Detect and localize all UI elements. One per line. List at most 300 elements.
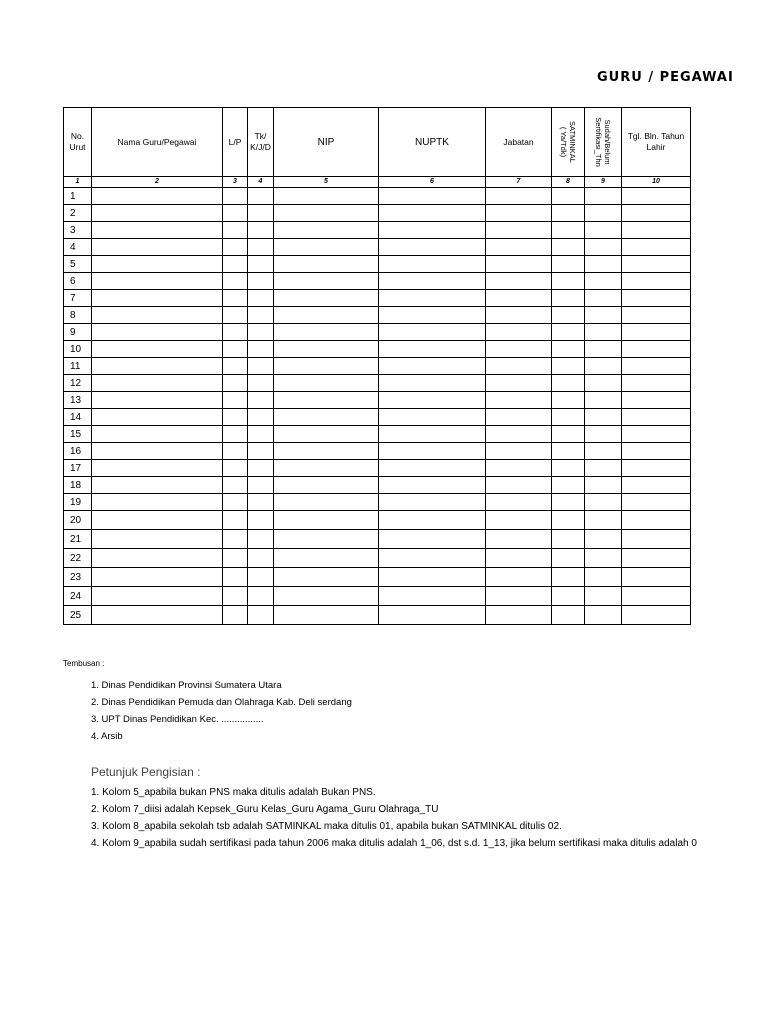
table-cell — [379, 307, 486, 324]
table-cell — [486, 549, 552, 568]
table-row — [64, 511, 691, 530]
table-cell — [585, 587, 622, 606]
table-cell — [622, 549, 691, 568]
table-cell — [92, 530, 223, 549]
table-cell — [248, 494, 274, 511]
table-cell — [92, 568, 223, 587]
table-row — [64, 549, 691, 568]
table-cell — [552, 409, 585, 426]
header-nama: Nama Guru/Pegawai — [92, 108, 223, 177]
row-number-cell: 25 — [64, 606, 92, 625]
table-cell — [622, 307, 691, 324]
table-cell — [92, 358, 223, 375]
table-cell — [92, 324, 223, 341]
table-cell — [274, 530, 379, 549]
petunjuk-title: Petunjuk Pengisian : — [91, 765, 201, 779]
table-cell — [92, 256, 223, 273]
table-cell — [552, 341, 585, 358]
table-cell — [585, 341, 622, 358]
table-row — [64, 443, 691, 460]
row-number-cell: 19 — [64, 494, 92, 511]
row-number-cell: 18 — [64, 477, 92, 494]
table-cell — [92, 375, 223, 392]
row-number-cell: 1 — [64, 188, 92, 205]
table-cell — [92, 239, 223, 256]
table-cell — [248, 549, 274, 568]
column-number-cell: 9 — [585, 177, 622, 188]
table-cell — [622, 290, 691, 307]
table-cell — [274, 188, 379, 205]
table-row — [64, 409, 691, 426]
table-cell — [622, 587, 691, 606]
table-cell — [379, 549, 486, 568]
row-number-cell: 23 — [64, 568, 92, 587]
table-cell — [486, 443, 552, 460]
column-number-cell: 7 — [486, 177, 552, 188]
table-cell — [585, 273, 622, 290]
table-cell — [223, 443, 248, 460]
table-cell — [274, 392, 379, 409]
row-number-cell: 4 — [64, 239, 92, 256]
table-cell — [552, 358, 585, 375]
table-cell — [223, 324, 248, 341]
table-cell — [486, 239, 552, 256]
row-number-cell: 15 — [64, 426, 92, 443]
table-row — [64, 188, 691, 205]
table-cell — [379, 222, 486, 239]
column-number-cell: 10 — [622, 177, 691, 188]
table-cell — [622, 530, 691, 549]
table-cell — [248, 324, 274, 341]
header-sertifikasi — [585, 108, 622, 177]
table-cell — [622, 392, 691, 409]
table-cell — [92, 460, 223, 477]
table-cell — [585, 358, 622, 375]
table-cell — [486, 460, 552, 477]
table-cell — [486, 358, 552, 375]
table-cell — [274, 409, 379, 426]
table-cell — [92, 477, 223, 494]
table-cell — [248, 409, 274, 426]
table-cell — [622, 341, 691, 358]
table-row — [64, 239, 691, 256]
table-row — [64, 568, 691, 587]
table-cell — [379, 409, 486, 426]
table-cell — [585, 324, 622, 341]
row-number-cell: 5 — [64, 256, 92, 273]
table-cell — [379, 290, 486, 307]
row-number-cell: 8 — [64, 307, 92, 324]
table-cell — [622, 188, 691, 205]
table-cell — [585, 494, 622, 511]
petunjuk-item: 2. Kolom 7_diisi adalah Kepsek_Guru Kelas_Guru Agama_Guru Olahraga_TU — [91, 804, 439, 815]
table-cell — [379, 324, 486, 341]
petunjuk-list — [91, 786, 697, 854]
table-cell — [248, 587, 274, 606]
petunjuk-item: 4. Kolom 9_apabila sudah sertifikasi pada tahun 2006 maka ditulis adalah 1_06, dst s.d. 1_13, jika belum sertifikasi maka ditulis adalah 0 — [91, 838, 697, 849]
table-cell — [486, 530, 552, 549]
header-satminkal — [552, 108, 585, 177]
table-cell — [622, 460, 691, 477]
table-cell — [248, 341, 274, 358]
table-cell — [248, 358, 274, 375]
table-cell — [248, 511, 274, 530]
tembusan-item: 3. UPT Dinas Pendidikan Kec. ................ — [91, 714, 264, 725]
table-cell — [552, 494, 585, 511]
table-cell — [585, 307, 622, 324]
table-cell — [379, 530, 486, 549]
table-row — [64, 273, 691, 290]
table-cell — [274, 460, 379, 477]
table-cell — [552, 549, 585, 568]
table-cell — [379, 188, 486, 205]
table-row — [64, 290, 691, 307]
teacher-table — [63, 107, 691, 625]
table-cell — [486, 290, 552, 307]
table-cell — [274, 358, 379, 375]
table-row — [64, 477, 691, 494]
tembusan-item: 4. Arsib — [91, 731, 123, 742]
table-cell — [585, 568, 622, 587]
header-sertifikasi-label: Sudah/Belum Sertifikasi_Thn — [594, 117, 613, 167]
row-number-cell: 7 — [64, 290, 92, 307]
header-tgl-lahir: Tgl. Bln. Tahun Lahir — [622, 108, 691, 177]
table-cell — [379, 375, 486, 392]
row-number-cell: 22 — [64, 549, 92, 568]
table-body — [64, 188, 691, 625]
table-cell — [223, 256, 248, 273]
page-title: GURU / PEGAWAI — [597, 70, 734, 85]
table-cell — [92, 222, 223, 239]
row-number-cell: 14 — [64, 409, 92, 426]
tembusan-label: Tembusan : — [63, 659, 105, 668]
table-cell — [92, 426, 223, 443]
table-cell — [379, 494, 486, 511]
table-cell — [585, 375, 622, 392]
table-row — [64, 324, 691, 341]
table-row — [64, 587, 691, 606]
table-cell — [379, 341, 486, 358]
table-cell — [552, 587, 585, 606]
table-cell — [552, 239, 585, 256]
table-cell — [274, 606, 379, 625]
table-cell — [223, 392, 248, 409]
table-cell — [223, 358, 248, 375]
table-cell — [223, 222, 248, 239]
table-cell — [274, 587, 379, 606]
table-cell — [92, 494, 223, 511]
table-cell — [552, 511, 585, 530]
row-number-cell: 10 — [64, 341, 92, 358]
table-cell — [92, 511, 223, 530]
table-cell — [622, 443, 691, 460]
row-number-cell: 9 — [64, 324, 92, 341]
table-cell — [622, 375, 691, 392]
column-number-row — [64, 177, 691, 188]
table-cell — [622, 409, 691, 426]
table-cell — [585, 477, 622, 494]
table-cell — [379, 426, 486, 443]
table-cell — [622, 256, 691, 273]
table-cell — [379, 460, 486, 477]
table-cell — [274, 426, 379, 443]
row-number-cell: 12 — [64, 375, 92, 392]
table-cell — [552, 568, 585, 587]
table-cell — [274, 443, 379, 460]
table-cell — [248, 426, 274, 443]
table-cell — [274, 568, 379, 587]
table-cell — [486, 375, 552, 392]
table-cell — [379, 392, 486, 409]
table-row — [64, 341, 691, 358]
table-cell — [274, 341, 379, 358]
column-number-cell: 3 — [223, 177, 248, 188]
table-cell — [92, 409, 223, 426]
table-cell — [223, 239, 248, 256]
table-cell — [248, 188, 274, 205]
table-cell — [552, 375, 585, 392]
table-cell — [92, 549, 223, 568]
row-number-cell: 3 — [64, 222, 92, 239]
table-cell — [552, 530, 585, 549]
table-cell — [585, 256, 622, 273]
table-cell — [552, 606, 585, 625]
table-cell — [585, 606, 622, 625]
table-cell — [585, 222, 622, 239]
table-cell — [622, 222, 691, 239]
row-number-cell: 13 — [64, 392, 92, 409]
table-cell — [486, 477, 552, 494]
table-cell — [622, 494, 691, 511]
table-cell — [486, 392, 552, 409]
table-cell — [223, 511, 248, 530]
table-cell — [274, 494, 379, 511]
table-cell — [622, 358, 691, 375]
table-cell — [223, 375, 248, 392]
table-cell — [486, 494, 552, 511]
table-cell — [486, 307, 552, 324]
table-cell — [379, 587, 486, 606]
table-cell — [486, 606, 552, 625]
table-cell — [92, 188, 223, 205]
table-cell — [552, 477, 585, 494]
table-cell — [585, 443, 622, 460]
table-cell — [223, 409, 248, 426]
table-cell — [223, 188, 248, 205]
table-cell — [379, 568, 486, 587]
table-header-row — [64, 108, 691, 177]
row-number-cell: 11 — [64, 358, 92, 375]
table-cell — [379, 358, 486, 375]
table-cell — [248, 460, 274, 477]
table-row — [64, 375, 691, 392]
table-cell — [274, 375, 379, 392]
table-cell — [486, 256, 552, 273]
table-cell — [223, 205, 248, 222]
header-tk: Tk/ K/J/D — [248, 108, 274, 177]
table-cell — [622, 511, 691, 530]
table-cell — [486, 587, 552, 606]
table-cell — [622, 239, 691, 256]
table-cell — [248, 290, 274, 307]
table-cell — [92, 307, 223, 324]
petunjuk-item: 1. Kolom 5_apabila bukan PNS maka ditulis adalah Bukan PNS. — [91, 787, 376, 798]
table-cell — [486, 511, 552, 530]
table-row — [64, 307, 691, 324]
table-cell — [274, 511, 379, 530]
table-cell — [379, 443, 486, 460]
table-cell — [248, 568, 274, 587]
table-row — [64, 256, 691, 273]
header-nip: NIP — [274, 108, 379, 177]
table-cell — [274, 549, 379, 568]
table-cell — [223, 290, 248, 307]
row-number-cell: 16 — [64, 443, 92, 460]
header-nuptk: NUPTK — [379, 108, 486, 177]
table-cell — [585, 426, 622, 443]
table-cell — [274, 324, 379, 341]
header-jabatan: Jabatan — [486, 108, 552, 177]
table-row — [64, 222, 691, 239]
table-cell — [223, 460, 248, 477]
table-cell — [223, 606, 248, 625]
table-cell — [248, 205, 274, 222]
table-cell — [486, 409, 552, 426]
table-cell — [248, 392, 274, 409]
table-cell — [585, 205, 622, 222]
table-cell — [223, 494, 248, 511]
column-number-cell: 8 — [552, 177, 585, 188]
table-cell — [552, 460, 585, 477]
table-cell — [248, 443, 274, 460]
table-cell — [274, 273, 379, 290]
table-cell — [585, 511, 622, 530]
row-number-cell: 21 — [64, 530, 92, 549]
table-cell — [223, 477, 248, 494]
table-cell — [486, 426, 552, 443]
table-cell — [552, 426, 585, 443]
table-cell — [585, 290, 622, 307]
column-number-cell: 2 — [92, 177, 223, 188]
table-cell — [379, 511, 486, 530]
table-cell — [223, 307, 248, 324]
table-cell — [274, 222, 379, 239]
table-cell — [622, 324, 691, 341]
header-lp: L/P — [223, 108, 248, 177]
table-row — [64, 494, 691, 511]
table-cell — [248, 477, 274, 494]
header-no-urut: No. Urut — [64, 108, 92, 177]
table-cell — [552, 222, 585, 239]
table-row — [64, 392, 691, 409]
table-row — [64, 530, 691, 549]
table-cell — [274, 205, 379, 222]
table-cell — [379, 239, 486, 256]
table-cell — [274, 477, 379, 494]
table-cell — [585, 409, 622, 426]
table-cell — [486, 188, 552, 205]
column-number-cell: 4 — [248, 177, 274, 188]
table-row — [64, 426, 691, 443]
table-cell — [552, 307, 585, 324]
table-cell — [552, 205, 585, 222]
table-row — [64, 205, 691, 222]
row-number-cell: 17 — [64, 460, 92, 477]
table-cell — [92, 273, 223, 290]
table-cell — [379, 606, 486, 625]
table-cell — [622, 205, 691, 222]
table-cell — [248, 222, 274, 239]
table-cell — [552, 324, 585, 341]
table-cell — [486, 273, 552, 290]
table-cell — [585, 460, 622, 477]
table-cell — [585, 549, 622, 568]
table-row — [64, 358, 691, 375]
header-satminkal-label: SATMINKAL ( Ya/Tdk) — [559, 121, 578, 163]
table-cell — [223, 273, 248, 290]
table-cell — [92, 290, 223, 307]
table-cell — [379, 256, 486, 273]
table-cell — [622, 477, 691, 494]
table-row — [64, 606, 691, 625]
table-cell — [92, 443, 223, 460]
table-cell — [585, 392, 622, 409]
table-cell — [274, 290, 379, 307]
row-number-cell: 2 — [64, 205, 92, 222]
column-number-cell: 6 — [379, 177, 486, 188]
table-cell — [552, 256, 585, 273]
table-cell — [274, 256, 379, 273]
table-cell — [622, 568, 691, 587]
table-cell — [274, 307, 379, 324]
table-cell — [223, 549, 248, 568]
table-cell — [248, 273, 274, 290]
tembusan-item: 1. Dinas Pendidikan Provinsi Sumatera Utara — [91, 680, 282, 691]
table-cell — [552, 188, 585, 205]
table-cell — [92, 587, 223, 606]
table-cell — [379, 273, 486, 290]
table-cell — [248, 256, 274, 273]
table-cell — [622, 426, 691, 443]
table-cell — [92, 205, 223, 222]
table-cell — [248, 606, 274, 625]
table-cell — [486, 205, 552, 222]
table-cell — [248, 375, 274, 392]
table-cell — [486, 341, 552, 358]
table-cell — [223, 568, 248, 587]
table-cell — [379, 205, 486, 222]
table-cell — [92, 606, 223, 625]
petunjuk-item: 3. Kolom 8_apabila sekolah tsb adalah SATMINKAL maka ditulis 01, apabila bukan SATMINKAL ditulis 02. — [91, 821, 562, 832]
table-cell — [585, 530, 622, 549]
table-cell — [92, 392, 223, 409]
row-number-cell: 24 — [64, 587, 92, 606]
table-cell — [552, 392, 585, 409]
table-cell — [585, 239, 622, 256]
table-cell — [274, 239, 379, 256]
table-cell — [552, 443, 585, 460]
table-cell — [486, 222, 552, 239]
table-cell — [585, 188, 622, 205]
table-cell — [622, 273, 691, 290]
column-number-cell: 5 — [274, 177, 379, 188]
table-cell — [486, 324, 552, 341]
table-cell — [223, 426, 248, 443]
table-cell — [92, 341, 223, 358]
table-cell — [552, 290, 585, 307]
table-cell — [622, 606, 691, 625]
table-row — [64, 460, 691, 477]
